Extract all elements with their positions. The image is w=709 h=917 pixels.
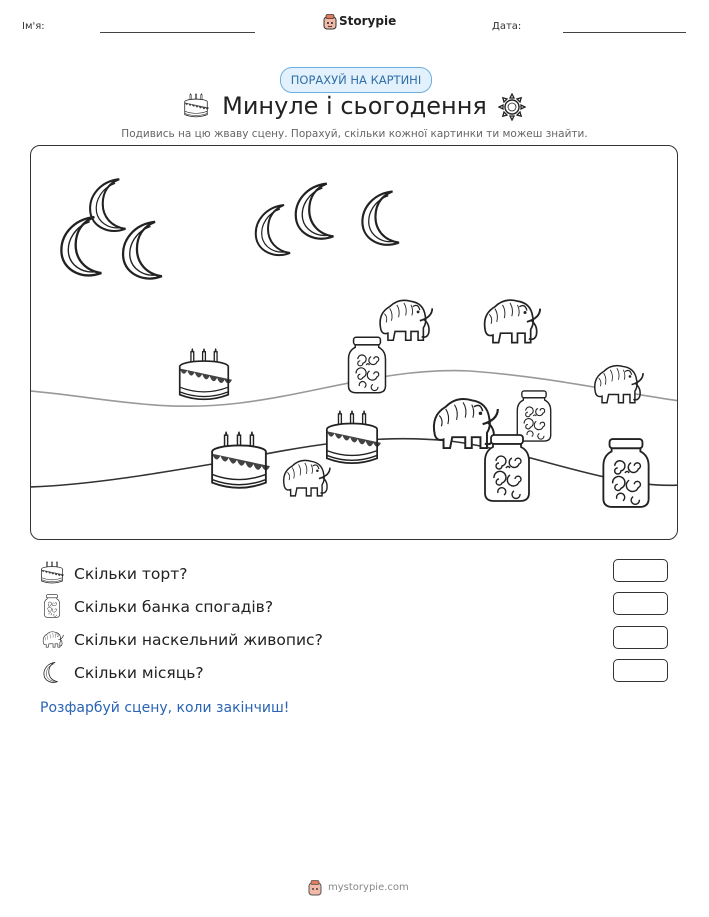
mammoth-1	[380, 300, 432, 340]
memory-jar-1	[349, 337, 386, 392]
moon-5	[296, 184, 334, 239]
moon-2	[61, 217, 101, 275]
name-label: Ім'я:	[22, 21, 45, 32]
date-label: Дата:	[492, 21, 522, 32]
memory-jar-icon	[40, 594, 64, 618]
question-row-mammoths	[40, 627, 600, 653]
cake-1	[180, 348, 232, 399]
activity-badge: ПОРАХУЙ НА КАРТИНІ	[280, 67, 432, 93]
question-text: Скільки наскельний живопис?	[74, 631, 323, 649]
mammoth-5	[284, 460, 330, 495]
cake-3	[327, 410, 381, 463]
memory-jar-4	[603, 439, 648, 507]
mammoth-icon	[40, 627, 64, 651]
memory-jar-2	[517, 391, 550, 441]
mammoth-4	[434, 399, 498, 448]
page-subtitle: Подивись на цю жваву сцену. Порахуй, скільки кожної картинки ти можеш знайти.	[121, 128, 588, 140]
answer-box-jars[interactable]	[613, 592, 668, 615]
counting-scene	[30, 145, 678, 540]
question-row-jars	[40, 594, 600, 620]
name-field[interactable]	[100, 32, 255, 33]
date-field[interactable]	[563, 32, 686, 33]
moon-4	[256, 205, 290, 255]
page-title: Минуле і сьогодення	[222, 92, 487, 120]
question-text: Скільки торт?	[74, 565, 188, 583]
moon-icon	[40, 660, 64, 684]
answer-box-mammoths[interactable]	[613, 626, 668, 649]
cake-2	[212, 431, 270, 488]
mammoth-2	[485, 300, 541, 343]
cake-icon	[40, 561, 64, 585]
answer-box-cakes[interactable]	[613, 559, 668, 582]
footer-logo-icon	[308, 880, 322, 896]
footer-site-link[interactable]: mystorypie.com	[328, 882, 409, 893]
mammoth-3	[595, 366, 643, 403]
moon-3	[123, 222, 162, 279]
memory-jar-3	[485, 435, 529, 501]
question-row-moons	[40, 660, 600, 686]
question-row-cakes	[40, 561, 600, 587]
brand-name: Storypie	[339, 14, 397, 28]
coloring-instruction: Розфарбуй сцену, коли закінчиш!	[40, 700, 290, 716]
moon-1	[90, 179, 125, 231]
moon-6	[362, 191, 398, 244]
question-text: Скільки місяць?	[74, 664, 204, 682]
storypie-logo-icon	[323, 14, 337, 30]
answer-box-moons[interactable]	[613, 659, 668, 682]
question-text: Скільки банка спогадів?	[74, 598, 274, 616]
sun-icon	[498, 93, 526, 121]
